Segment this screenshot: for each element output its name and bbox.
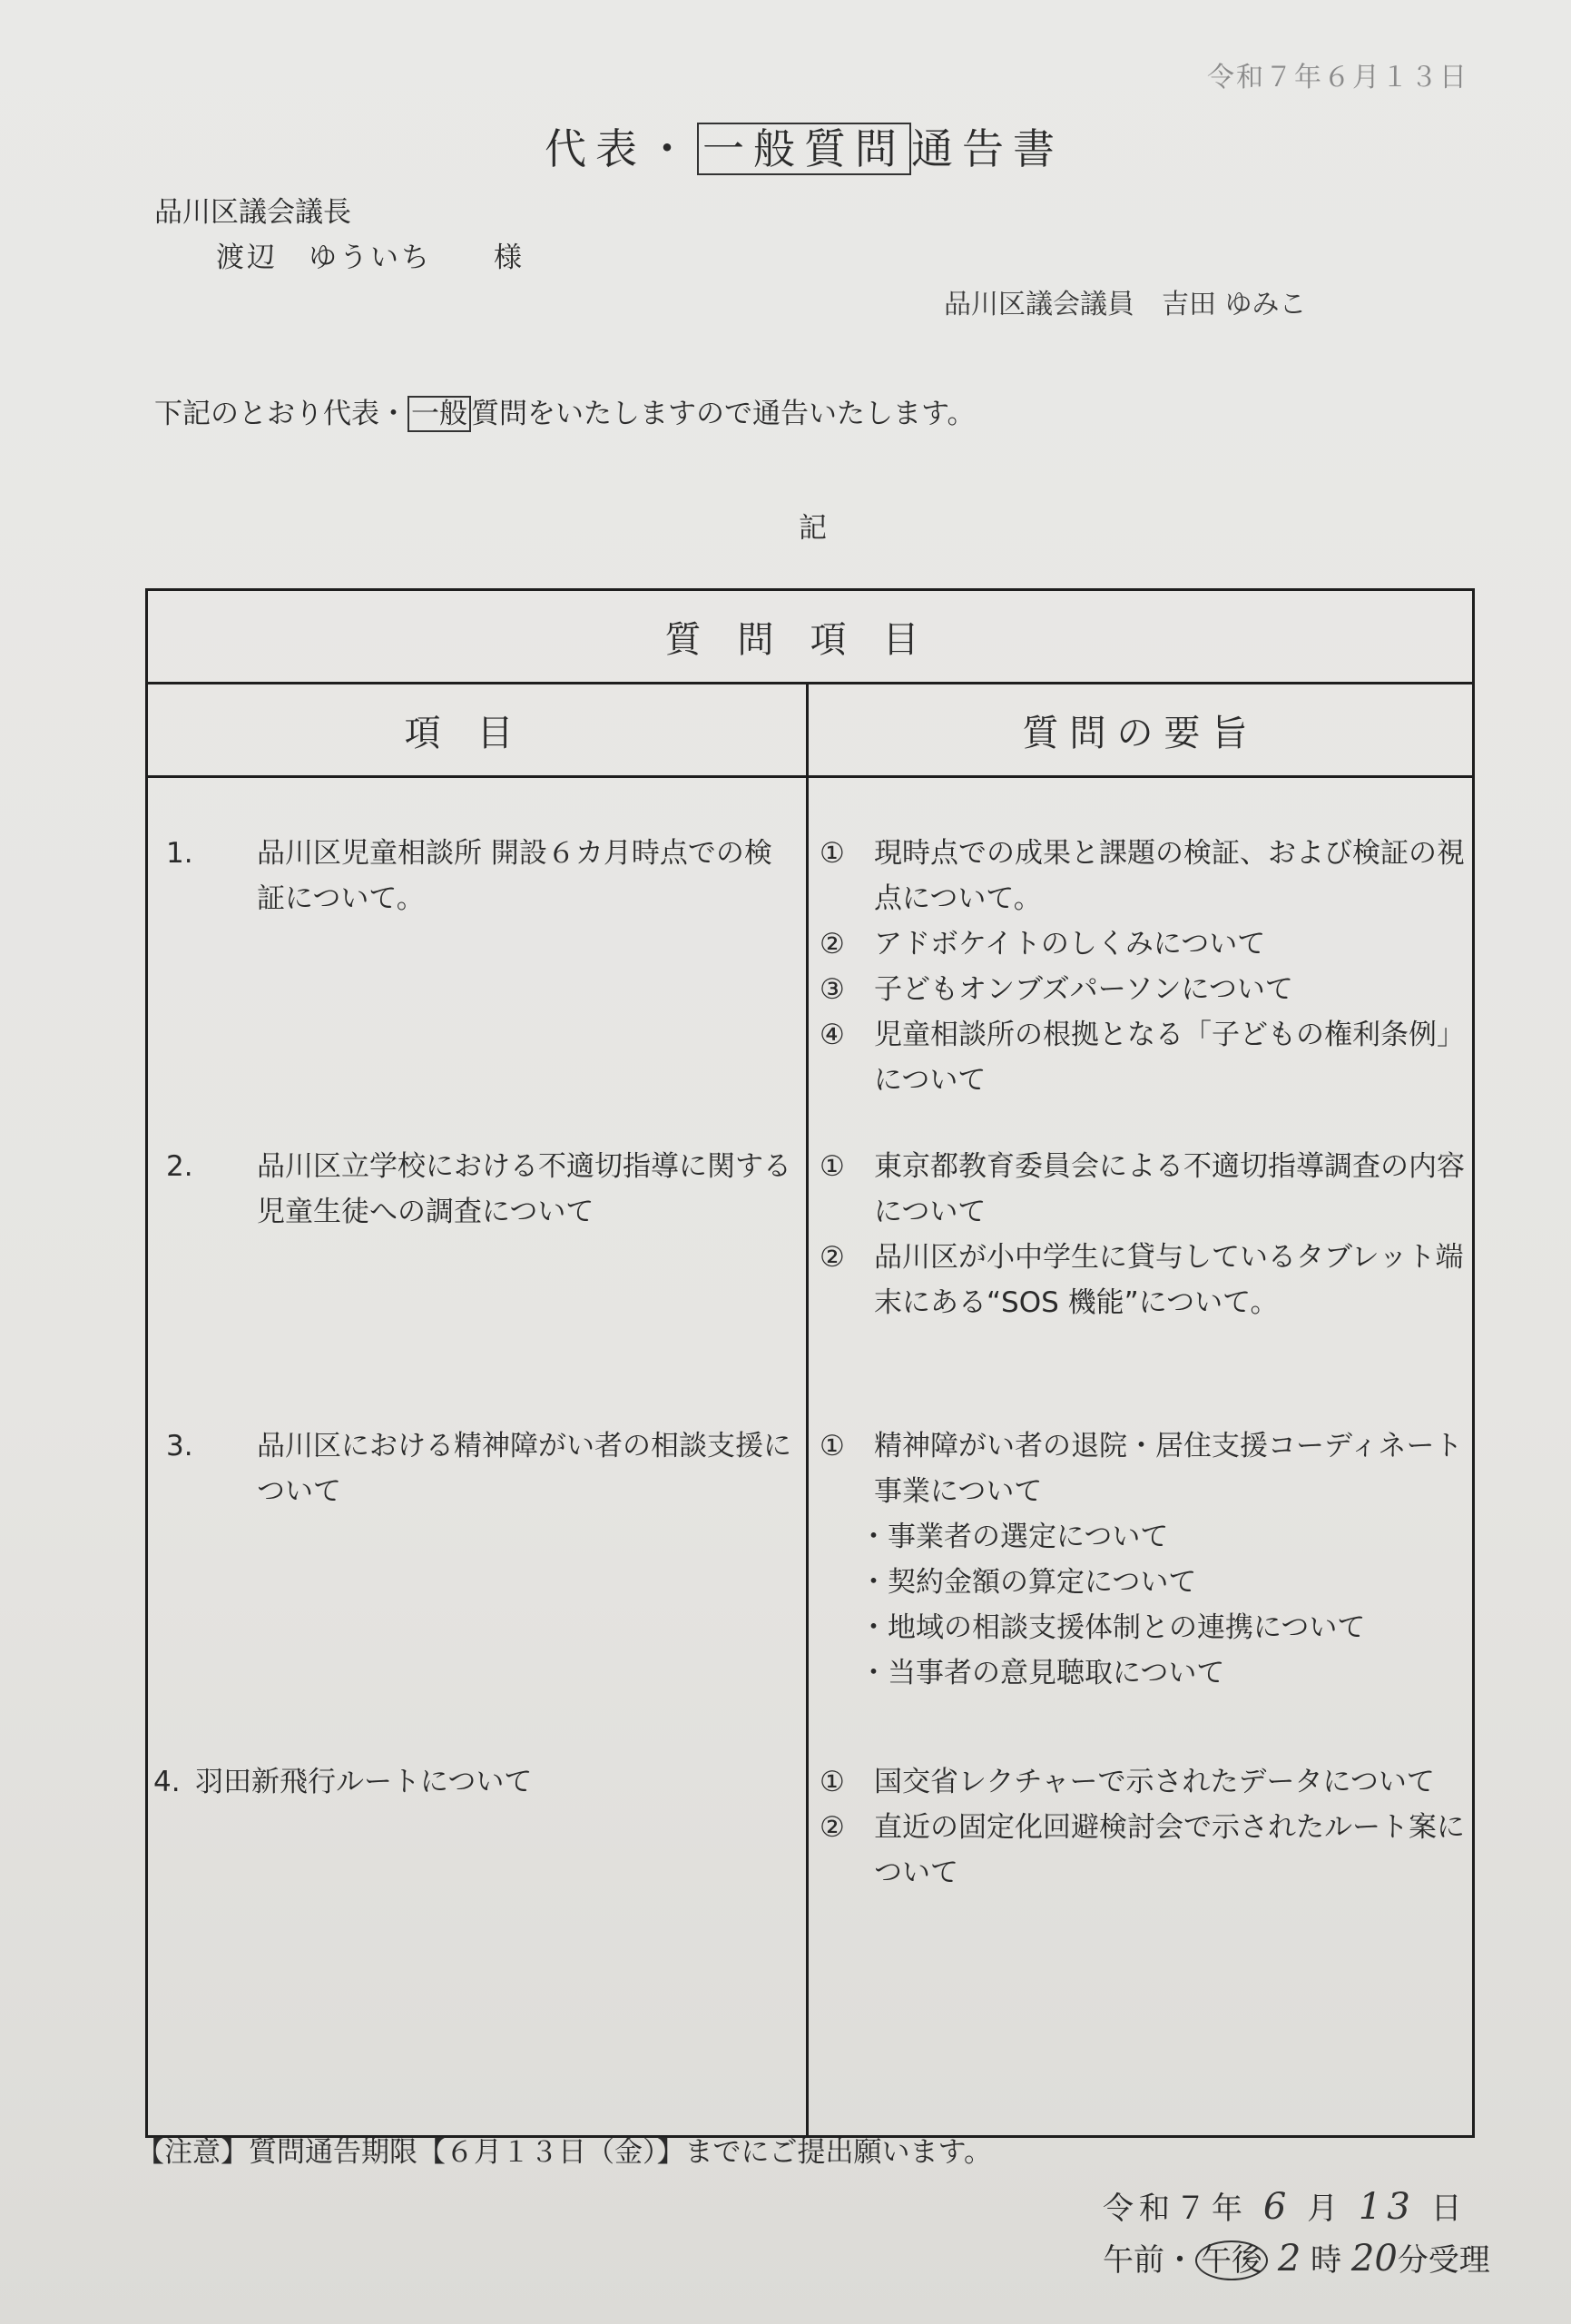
item-text: 品川区立学校における不適切指導に関する児童生徒への調査について bbox=[257, 1150, 791, 1228]
summary-point bbox=[809, 1805, 1472, 1896]
intro-prefix: 下記のとおり代表・ bbox=[154, 398, 407, 430]
summary-1 bbox=[809, 831, 1472, 1144]
col-header-summary: 質問の要旨 bbox=[808, 684, 1474, 777]
receipt-day-label: 日 bbox=[1430, 2191, 1468, 2227]
summary-point bbox=[809, 1144, 1472, 1235]
sub-point: ・事業者の選定について bbox=[859, 1521, 1169, 1553]
summary-point bbox=[809, 1235, 1472, 1325]
receipt-pm-circled: 午後 bbox=[1195, 2240, 1268, 2280]
items-column bbox=[147, 777, 808, 2137]
receipt-hour-label: 時 bbox=[1311, 2242, 1342, 2279]
point-marker: ② bbox=[820, 1241, 845, 1274]
ki-label: 記 bbox=[799, 512, 827, 545]
receipt-month: 6 bbox=[1262, 2186, 1292, 2228]
receipt-month-label: 月 bbox=[1307, 2191, 1344, 2227]
receipt-minute: 20 bbox=[1350, 2238, 1398, 2280]
title-prefix: 代表・ bbox=[545, 124, 697, 173]
col-header-item: 項目 bbox=[147, 684, 808, 777]
summary-point bbox=[809, 967, 1472, 1012]
item-1 bbox=[148, 831, 806, 1144]
summary-point bbox=[809, 1012, 1472, 1103]
point-text: 精神障がい者の退院・居住支援コーディネート事業について bbox=[874, 1430, 1463, 1508]
summary-point bbox=[809, 921, 1472, 967]
point-text: 品川区が小中学生に貸与しているタブレット端末にある“SOS 機能”について。 bbox=[874, 1241, 1464, 1319]
point-marker: ① bbox=[820, 1766, 845, 1798]
intro-suffix: 質問をいたしますので通告いたします。 bbox=[471, 398, 976, 430]
sub-point: ・当事者の意見聴取について bbox=[859, 1657, 1225, 1689]
question-table bbox=[145, 588, 1475, 2138]
addressee-name: 渡辺 ゆういち 様 bbox=[216, 241, 525, 274]
summary-4 bbox=[809, 1759, 1472, 1896]
point-marker: ② bbox=[820, 1811, 845, 1844]
point-text: 直近の固定化回避検討会で示されたルート案について bbox=[874, 1811, 1465, 1889]
point-text: 東京都教育委員会による不適切指導調査の内容について bbox=[874, 1150, 1465, 1228]
receipt-date bbox=[1103, 2183, 1468, 2228]
table-header: 質問項目 bbox=[147, 590, 1474, 684]
receipt-minute-label: 分受理 bbox=[1397, 2242, 1490, 2279]
receipt-day: 13 bbox=[1358, 2186, 1416, 2228]
item-number: 3. bbox=[166, 1430, 193, 1462]
summary-point bbox=[809, 1759, 1472, 1805]
point-marker: ① bbox=[820, 1430, 845, 1462]
point-text: 現時点での成果と課題の検証、および検証の視点について。 bbox=[874, 837, 1465, 915]
receipt-time bbox=[1103, 2235, 1490, 2280]
item-text: 品川区児童相談所 開設６カ月時点での検証について。 bbox=[257, 837, 772, 915]
point-text: 児童相談所の根拠となる「子どもの権利条例」について bbox=[874, 1019, 1465, 1097]
point-marker: ① bbox=[820, 837, 845, 870]
sub-point: ・契約金額の算定について bbox=[859, 1566, 1197, 1599]
receipt-am: 午前・ bbox=[1103, 2242, 1195, 2279]
point-marker: ③ bbox=[820, 973, 845, 1006]
point-text: アドボケイトのしくみについて bbox=[874, 928, 1266, 960]
point-marker: ① bbox=[820, 1150, 845, 1183]
point-text: 子どもオンブズパーソンについて bbox=[874, 973, 1293, 1006]
document-date: 令和７年６月１３日 bbox=[1207, 62, 1468, 94]
item-number: 1. bbox=[166, 837, 193, 870]
item-text: 羽田新飛行ルートについて bbox=[195, 1766, 533, 1798]
point-marker: ④ bbox=[820, 1019, 845, 1051]
summary-point bbox=[809, 831, 1472, 921]
summary-2 bbox=[809, 1144, 1472, 1423]
item-4 bbox=[148, 1759, 806, 1805]
point-text: 国交省レクチャーで示されたデータについて bbox=[874, 1766, 1435, 1798]
item-number: 2. bbox=[166, 1150, 193, 1183]
summary-3 bbox=[809, 1423, 1472, 1759]
item-3 bbox=[148, 1423, 806, 1759]
point-marker: ② bbox=[820, 928, 845, 960]
intro-boxed: 一般 bbox=[407, 396, 471, 432]
document-title bbox=[545, 116, 1064, 176]
sender: 品川区議会議員 吉田 ゆみこ bbox=[944, 289, 1307, 320]
item-2 bbox=[148, 1144, 806, 1423]
receipt-era: 令和７年 bbox=[1103, 2191, 1248, 2227]
deadline-notice: 【注意】質問通告期限【６月１３日（金）】までにご提出願います。 bbox=[136, 2136, 993, 2169]
title-boxed: 一般質問 bbox=[697, 123, 911, 175]
sub-point: ・地域の相談支援体制との連携について bbox=[859, 1611, 1366, 1644]
item-number: 4. bbox=[153, 1766, 181, 1798]
receipt-hour: 2 bbox=[1277, 2238, 1301, 2280]
title-suffix: 通告書 bbox=[911, 124, 1064, 173]
summary-column bbox=[808, 777, 1474, 2137]
intro-text bbox=[154, 390, 976, 431]
item-text: 品川区における精神障がい者の相談支援について bbox=[257, 1430, 791, 1508]
summary-point bbox=[809, 1423, 1472, 1514]
addressee-title: 品川区議会議長 bbox=[154, 196, 351, 229]
